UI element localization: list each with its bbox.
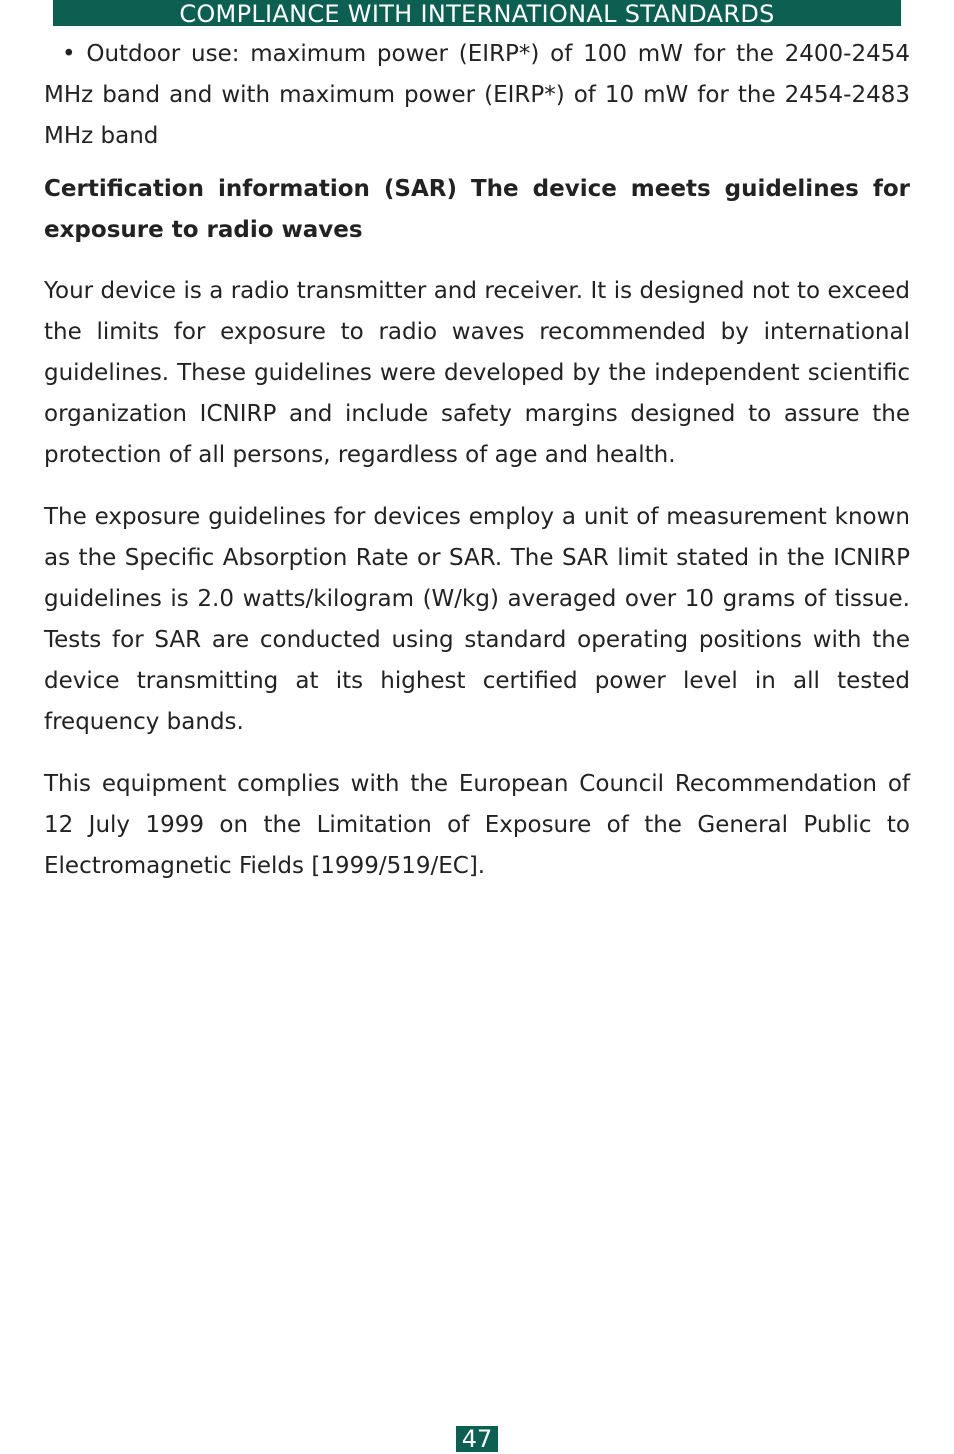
paragraph-device-radio: Your device is a radio transmitter and receiver. It is designed not to exceed the limits for exposure to radio waves recommended by international guidelines. These guidelines were developed by the independent scientific organization ICNIRP and include safety margins designed to assure the protection of all persons, regardless of age and health.	[44, 278, 910, 468]
paragraph-sar-definition: The exposure guidelines for devices employ a unit of measurement known as the Specific Absorption Rate or SAR. The SAR limit stated in the ICNIRP guidelines is 2.0 watts/kilogram (W/kg) averaged over 10 grams of tissue. Tests for SAR are conducted using standard operating positions with the device transmitting at its highest certified power level in all tested frequency bands.	[44, 504, 910, 735]
paragraph-eu-compliance: This equipment complies with the European Council Recommendation of 12 July 1999 on the Limitation of Exposure of the General Public to Electromagnetic Fields [1999/519/EC].	[44, 771, 910, 879]
section-header	[53, 0, 901, 26]
bullet-symbol: •	[62, 41, 76, 67]
document-body	[44, 34, 910, 908]
page-number: 47	[456, 1426, 498, 1452]
bullet-text: Outdoor use: maximum power (EIRP*) of 100 mW for the 2400-2454 MHz band and with maximum power (EIRP*) of 10 mW for the 2454-2483 MHz band	[44, 41, 910, 149]
bullet-item	[44, 34, 910, 157]
section-heading: Certification information (SAR) The device meets guidelines for exposure to radio waves	[44, 176, 910, 243]
section-title: COMPLIANCE WITH INTERNATIONAL STANDARDS	[179, 0, 775, 26]
